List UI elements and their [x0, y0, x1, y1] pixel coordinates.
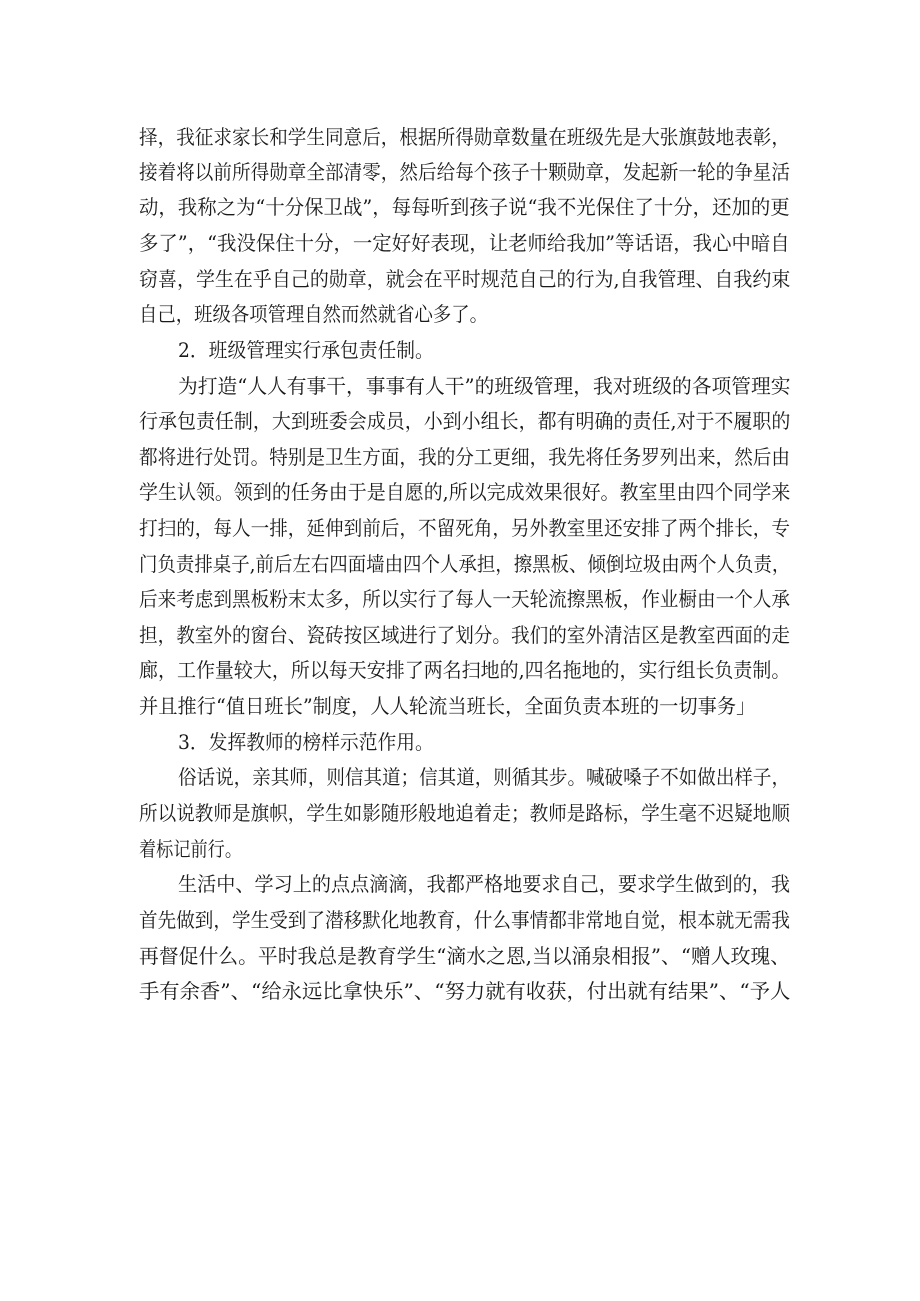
body-text-line: 择，我征求家长和学生同意后，根据所得勋章数量在班级先是大张旗鼓地表彰， [139, 125, 790, 149]
body-text-line: 都将进行处罚。特别是卫生方面，我的分工更细，我先将任务罗列出来，然后由 [139, 445, 790, 469]
body-text-line: 俗话说，亲其师，则信其道；信其道，则循其步。喊破嗓子不如做出样子， [178, 765, 791, 789]
section-heading: 2．班级管理实行承包责任制。 [178, 338, 434, 362]
body-text-line: 打扫的，每人一排，延伸到前后，不留死角，另外教室里还安排了两个排长，专 [139, 516, 790, 540]
body-text-line: 门负责排桌子,前后左右四面墙由四个人承担，擦黑板、倾倒垃圾由两个人负责， [139, 552, 791, 576]
body-text-line: 首先做到，学生受到了潜移默化地教育，什么事情都非常地自觉，根本就无需我 [139, 908, 790, 932]
body-text-line: 接着将以前所得勋章全部清零，然后给每个孩子十颗勋章，发起新一轮的争星活 [139, 160, 790, 184]
body-text-line: 手有余香”、“给永远比拿快乐”、“努力就有收获，付出就有结果”、“予人 [139, 979, 791, 1003]
body-text-line: 多了”，“我没保住十分，一定好好表现，让老师给我加”等话语，我心中暗自 [139, 231, 790, 255]
body-text-line: 再督促什么。平时我总是教育学生“滴水之恩,当以涌泉相报”、“赠人玫瑰、 [139, 944, 791, 968]
body-text-line: 所以说教师是旗帜，学生如影随形般地追着走；教师是路标，学生毫不迟疑地顺 [139, 801, 790, 825]
body-text-line: 动，我称之为“十分保卫战”，每每听到孩子说“我不光保住了十分，还加的更 [139, 195, 790, 219]
body-text-line: 自己，班级各项管理自然而然就省心多了。 [139, 302, 488, 326]
body-text-line: 后来考虑到黑板粉末太多，所以实行了每人一天轮流擦黑板，作业橱由一个人承 [139, 587, 790, 611]
body-text-line: 行承包责任制，大到班委会成员，小到小组长，都有明确的责任,对于不履职的 [139, 409, 791, 433]
body-text-line: 着标记前行。 [139, 837, 242, 861]
body-text-line: 学生认领。领到的任务由于是自愿的,所以完成效果很好。教室里由四个同学来 [139, 480, 791, 504]
body-text-line: 并且推行“值日班长”制度，人人轮流当班长，全面负责本班的一切事务」 [139, 694, 756, 718]
body-text-line: 生活中、学习上的点点滴滴，我都严格地要求自己，要求学生做到的，我 [178, 872, 791, 896]
body-text-line: 窃喜，学生在乎自己的勋章，就会在平时规范自己的行为,自我管理、自我约束 [139, 267, 791, 291]
body-text-line: 为打造“人人有事干，事事有人干”的班级管理，我对班级的各项管理实 [178, 374, 791, 398]
body-text-line: 担，教室外的窗台、瓷砖按区域进行了划分。我们的室外清洁区是教室西面的走 [139, 623, 790, 647]
body-text-line: 廊，工作量较大，所以每天安排了两名扫地的,四名拖地的，实行组长负责制。 [139, 658, 791, 682]
section-heading: 3．发挥教师的榜样示范作用。 [178, 730, 434, 754]
